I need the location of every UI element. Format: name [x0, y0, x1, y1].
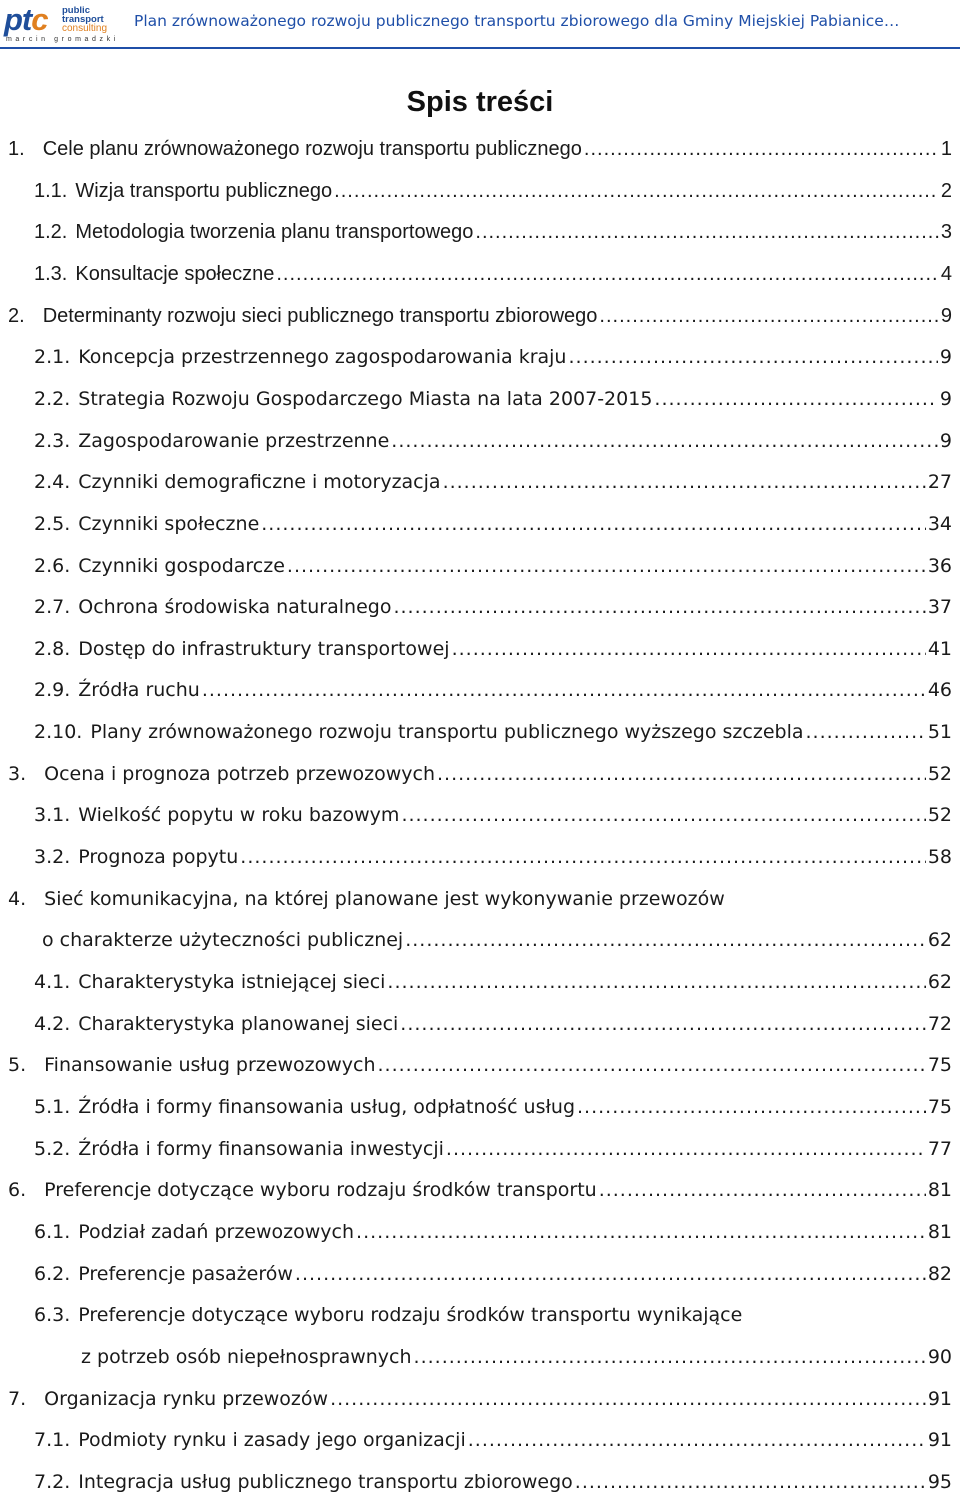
- toc-entry-title: Prognoza popytu: [78, 846, 239, 869]
- toc-entry[interactable]: [34, 1009, 952, 1039]
- toc-entry-page: 82: [927, 1262, 952, 1285]
- toc-leader-dots: [295, 1259, 926, 1289]
- toc-heading: Spis treści: [406, 86, 554, 118]
- toc-leader-dots: [577, 1092, 926, 1122]
- toc-entry-number: 6.2.: [34, 1262, 71, 1285]
- toc-entry-page: 90: [927, 1345, 952, 1368]
- toc-entry[interactable]: [8, 759, 952, 789]
- logo-author: marcin gromadzki: [6, 36, 119, 43]
- toc-leader-dots: [414, 1342, 926, 1372]
- toc-entry-page: 77: [927, 1137, 952, 1160]
- toc-leader-dots: [261, 509, 926, 539]
- toc-entry-title: Dostęp do infrastruktury transportowej: [78, 637, 450, 660]
- toc-entry[interactable]: [81, 1342, 952, 1372]
- toc-leader-dots: [584, 134, 939, 164]
- toc-entry-title: Czynniki gospodarcze: [78, 554, 285, 577]
- toc-entry-number: 1.3.: [34, 262, 68, 285]
- toc-entry[interactable]: [8, 1384, 952, 1414]
- toc-entry[interactable]: [34, 467, 952, 497]
- toc-entry-title: Charakterystyka planowanej sieci: [78, 1012, 399, 1035]
- toc-entry-number: 2.2.: [34, 387, 71, 410]
- toc-leader-dots: [452, 634, 926, 664]
- toc-entry-page: 75: [927, 1095, 952, 1118]
- toc-entry-page: 81: [927, 1220, 952, 1243]
- toc-entry-page: 52: [927, 762, 952, 785]
- toc-entry-number: 5.1.: [34, 1095, 71, 1118]
- toc-entry-number: 3.2.: [34, 846, 71, 869]
- toc-leader-dots: [575, 1467, 926, 1497]
- toc-entry-title: Charakterystyka istniejącej sieci: [78, 971, 386, 993]
- toc-entry-number: 6.: [8, 1179, 27, 1202]
- toc-entry-title: Determinanty rozwoju sieci publicznego transportu zbiorowego: [42, 304, 598, 327]
- toc-entry-number: 2.5.: [34, 512, 71, 535]
- toc-entry-title: Konsultacje społeczne: [75, 262, 275, 285]
- toc-entry-title: Organizacja rynku przewozów: [44, 1387, 329, 1410]
- toc-entry-number: 2.1.: [34, 346, 71, 369]
- toc-entry-page: 1: [940, 138, 952, 160]
- toc-leader-dots: [468, 1425, 926, 1455]
- toc-entry-title: Źródła ruchu: [78, 679, 200, 702]
- toc-entry[interactable]: [34, 1092, 952, 1122]
- toc-entry[interactable]: [34, 1300, 952, 1330]
- toc-leader-dots: [240, 842, 926, 872]
- toc-leader-dots: [276, 259, 939, 289]
- toc-entry-page: 34: [927, 512, 952, 535]
- logo-ptc-c: c: [31, 2, 48, 37]
- toc-leader-dots: [330, 1384, 926, 1414]
- logo-line-3: consulting: [62, 23, 108, 34]
- toc-entry-title: z potrzeb osób niepełnosprawnych: [81, 1345, 412, 1368]
- toc-leader-dots: [446, 1134, 926, 1164]
- toc-entry-page: 9: [939, 387, 952, 410]
- toc-entry-title: Integracja usług publicznego transportu zbiorowego: [78, 1470, 573, 1493]
- toc-entry-number: 2.9.: [34, 679, 71, 702]
- toc-entry-page: 95: [927, 1470, 952, 1493]
- toc-entry-title: Czynniki demograficzne i motoryzacja: [78, 471, 441, 494]
- toc-entry-number: 2.7.: [34, 596, 71, 619]
- toc-entry-number: 7.: [8, 1387, 27, 1410]
- toc-entry-number: 2.: [8, 304, 25, 327]
- toc-entry[interactable]: [34, 1467, 952, 1497]
- toc-leader-dots: [437, 759, 926, 789]
- toc-entry-page: 9: [939, 346, 952, 369]
- toc-entry[interactable]: [34, 1259, 952, 1289]
- toc-leader-dots: [599, 1175, 926, 1205]
- toc-entry-title: Koncepcja przestrzennego zagospodarowania kraju: [78, 346, 567, 369]
- toc-entry-number: 4.2.: [34, 1012, 71, 1035]
- toc-entry-title: o charakterze użyteczności publicznej: [42, 929, 404, 952]
- toc-entry-page: 9: [939, 429, 952, 452]
- toc-entry-title: Cele planu zrównoważonego rozwoju transportu publicznego: [42, 138, 582, 160]
- toc-entry[interactable]: [34, 675, 952, 705]
- toc-entry-page: 91: [927, 1387, 952, 1410]
- toc-leader-dots: [443, 467, 926, 497]
- page-header: [0, 0, 960, 48]
- toc-entry[interactable]: [8, 1175, 952, 1205]
- toc-entry[interactable]: [34, 217, 952, 247]
- toc-leader-dots: [356, 1217, 926, 1247]
- toc-entry[interactable]: [34, 800, 952, 830]
- toc-entry-page: 81: [927, 1179, 952, 1202]
- toc-entry-number: 2.10.: [34, 721, 83, 744]
- header-rule: [0, 47, 960, 49]
- toc-leader-dots: [393, 592, 925, 622]
- toc-entry-title: Podział zadań przewozowych: [78, 1220, 355, 1243]
- toc-entry[interactable]: [34, 634, 952, 664]
- toc-entry[interactable]: [34, 592, 952, 622]
- toc-entry-number: 3.1.: [34, 804, 71, 827]
- toc-entry-title: Źródła i formy finansowania usług, odpłatność usług: [78, 1095, 576, 1118]
- toc-entry-title: Preferencje pasażerów: [78, 1262, 293, 1285]
- toc-entry-title: Zagospodarowanie przestrzenne: [78, 429, 390, 452]
- toc-entry-number: 6.1.: [34, 1220, 71, 1243]
- toc-entry-page: 4: [940, 262, 952, 285]
- toc-leader-dots: [287, 551, 926, 581]
- toc-entry-number: 7.1.: [34, 1429, 71, 1452]
- toc-leader-dots: [202, 675, 926, 705]
- logo-wordmark: [62, 6, 107, 33]
- toc-leader-dots: [387, 967, 925, 997]
- toc-entry-page: 41: [927, 637, 952, 660]
- toc-entry-number: 5.: [8, 1054, 27, 1077]
- toc-entry-page: 62: [927, 971, 952, 993]
- toc-entry-title: Preferencje dotyczące wyboru rodzaju środków transportu wynikające: [78, 1304, 743, 1327]
- toc-entry-page: 58: [927, 846, 952, 869]
- toc-entry-page: 72: [927, 1012, 952, 1035]
- toc-entry[interactable]: [34, 384, 952, 414]
- document-title: Plan zrównoważonego rozwoju publicznego transportu zbiorowego dla Gminy Miejskiej Pabianice…: [134, 12, 900, 30]
- toc-entry-page: 27: [927, 471, 952, 494]
- toc-entry-number: 7.2.: [34, 1470, 71, 1493]
- toc-entry[interactable]: [34, 967, 952, 997]
- toc-entry-number: 6.3.: [34, 1304, 71, 1327]
- toc-entry-page: 46: [927, 679, 952, 702]
- toc-entry-page: 75: [927, 1054, 952, 1077]
- toc-entry-page: 91: [927, 1429, 952, 1452]
- toc-entry-number: 2.3.: [34, 429, 71, 452]
- toc-entry-title: Metodologia tworzenia planu transportowego: [75, 221, 474, 244]
- toc-entry-title: Preferencje dotyczące wyboru rodzaju środków transportu: [44, 1179, 597, 1202]
- toc-entry[interactable]: [34, 842, 952, 872]
- toc-entry-page: 2: [940, 179, 952, 202]
- toc-entry-page: 52: [927, 804, 952, 827]
- logo-line-2: transport: [62, 14, 104, 25]
- toc-entry-page: 36: [927, 554, 952, 577]
- toc-entry[interactable]: [34, 342, 952, 372]
- toc-entry-title: Sieć komunikacyjna, na której planowane jest wykonywanie przewozów: [44, 887, 725, 910]
- toc-entry-title: Wizja transportu publicznego: [75, 179, 333, 202]
- toc-entry-title: Finansowanie usług przewozowych: [44, 1054, 376, 1077]
- toc-entry[interactable]: [34, 551, 952, 581]
- toc-leader-dots: [654, 384, 937, 414]
- toc-entry-number: 2.4.: [34, 471, 71, 494]
- toc-entry[interactable]: [8, 884, 952, 914]
- toc-entry-title: Podmioty rynku i zasady jego organizacji: [78, 1429, 466, 1452]
- logo-line-1: public: [62, 5, 90, 16]
- toc-entry[interactable]: [34, 426, 952, 456]
- toc-entry-number: 5.2.: [34, 1137, 71, 1160]
- toc-entry-page: 3: [940, 221, 952, 244]
- toc-leader-dots: [401, 800, 925, 830]
- toc-entry-title: Ocena i prognoza potrzeb przewozowych: [44, 762, 436, 785]
- toc-leader-dots: [400, 1009, 926, 1039]
- toc-entry-title: Źródła i formy finansowania inwestycji: [78, 1137, 444, 1160]
- toc-leader-dots: [391, 426, 938, 456]
- toc-entry-title: Czynniki społeczne: [78, 512, 260, 535]
- toc-entry-page: 51: [927, 721, 952, 744]
- toc-entry[interactable]: [34, 717, 952, 747]
- toc-entry-title: Wielkość popytu w roku bazowym: [78, 804, 400, 827]
- toc-entry-title: Strategia Rozwoju Gospodarczego Miasta na lata 2007-2015: [78, 387, 653, 410]
- toc-entry[interactable]: [8, 134, 952, 164]
- toc-leader-dots: [599, 301, 938, 331]
- toc-entry[interactable]: [8, 1050, 952, 1080]
- toc-leader-dots: [334, 176, 939, 206]
- toc-leader-dots: [378, 1050, 926, 1080]
- toc-entry[interactable]: [34, 1217, 952, 1247]
- toc-leader-dots: [475, 217, 938, 247]
- toc-leader-dots: [405, 925, 926, 955]
- toc-entry[interactable]: [34, 509, 952, 539]
- toc-entry-page: 37: [927, 596, 952, 619]
- toc-entry-title: Ochrona środowiska naturalnego: [78, 596, 392, 619]
- toc-entry-number: 3.: [8, 762, 27, 785]
- toc-entry[interactable]: [42, 925, 952, 955]
- toc-entry-page: 9: [940, 304, 952, 327]
- toc-entry-page: 62: [927, 929, 952, 952]
- toc-entry[interactable]: [34, 1134, 952, 1164]
- toc-leader-dots: [568, 342, 937, 372]
- toc-entry[interactable]: [34, 176, 952, 206]
- toc-entry-number: 2.8.: [34, 637, 71, 660]
- toc-entry[interactable]: [34, 259, 952, 289]
- toc-entry-number: 4.1.: [34, 971, 71, 993]
- toc-entry-number: 1.2.: [34, 221, 68, 244]
- toc-entry-number: 1.1.: [34, 179, 68, 202]
- toc-entry[interactable]: [34, 1425, 952, 1455]
- toc-entry-title: Plany zrównoważonego rozwoju transportu publicznego wyższego szczebla: [90, 721, 804, 744]
- logo-ptc-mark: ptc: [4, 2, 48, 37]
- toc-leader-dots: [806, 717, 926, 747]
- toc-entry-number: 4.: [8, 887, 27, 910]
- ptc-logo: [4, 2, 128, 44]
- toc-entry[interactable]: [8, 301, 952, 331]
- toc-entry-number: 1.: [8, 138, 25, 160]
- toc-entry-number: 2.6.: [34, 554, 71, 577]
